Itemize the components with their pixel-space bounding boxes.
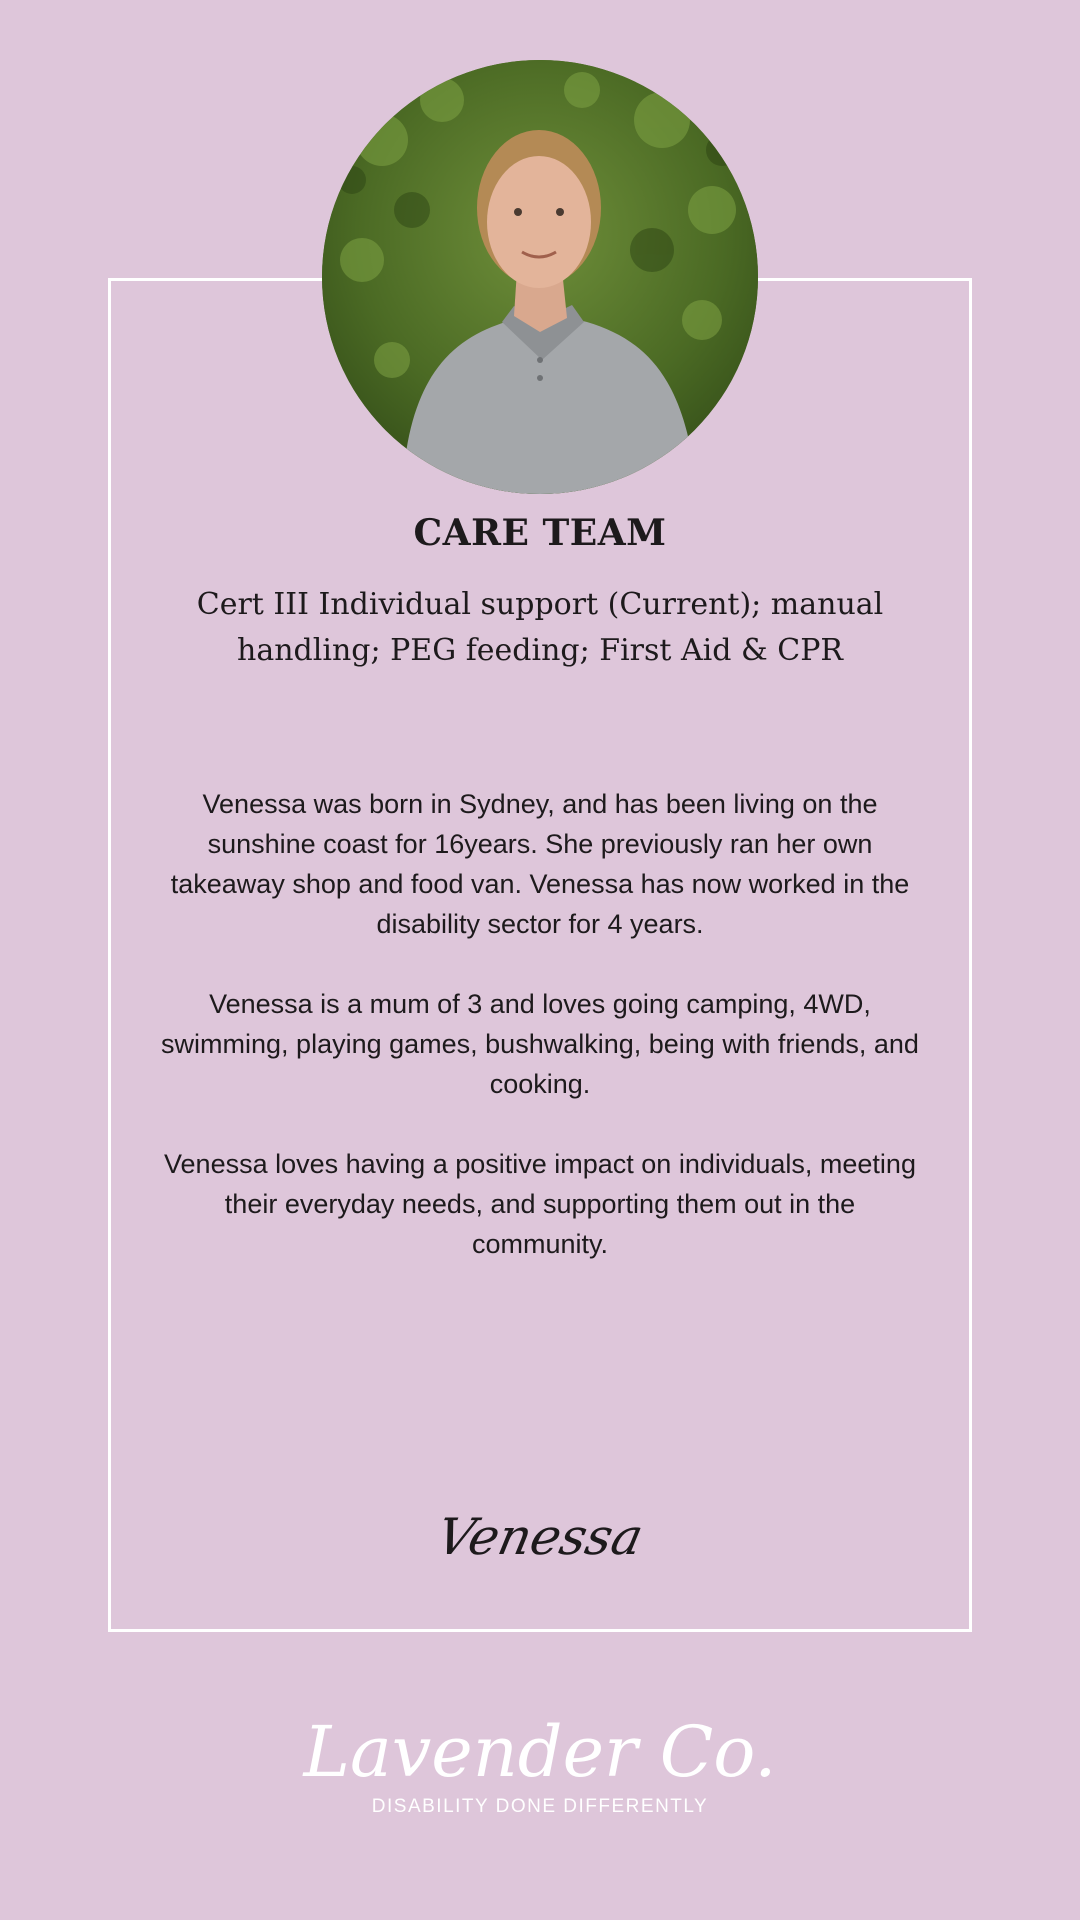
bio-paragraph: Venessa loves having a positive impact on individuals, meeting their everyday needs, and supporting them out in the community.: [164, 1149, 916, 1259]
staff-photo: [322, 60, 758, 494]
staff-photo-illustration: [322, 60, 758, 494]
bio-section: [160, 784, 920, 1304]
bio-paragraph: Venessa was born in Sydney, and has been living on the sunshine coast for 16years. She previously ran her own takeaway shop and food van. Venessa has now worked in the disability sector for 4 years.: [170, 789, 910, 939]
brand-logo: [0, 1712, 1080, 1818]
qualifications-text: Cert III Individual support (Current); manual handling; PEG feeding; First Aid & CPR: [196, 587, 884, 668]
brand-tagline: DISABILITY DONE DIFFERENTLY: [371, 1796, 709, 1817]
bio-paragraph: Venessa is a mum of 3 and loves going camping, 4WD, swimming, playing games, bushwalking, being with friends, and cooking.: [161, 989, 919, 1099]
signature: Venessa: [431, 1508, 649, 1566]
brand-name: Lavender Co.: [303, 1711, 777, 1793]
role-heading: CARE TEAM: [413, 512, 667, 554]
